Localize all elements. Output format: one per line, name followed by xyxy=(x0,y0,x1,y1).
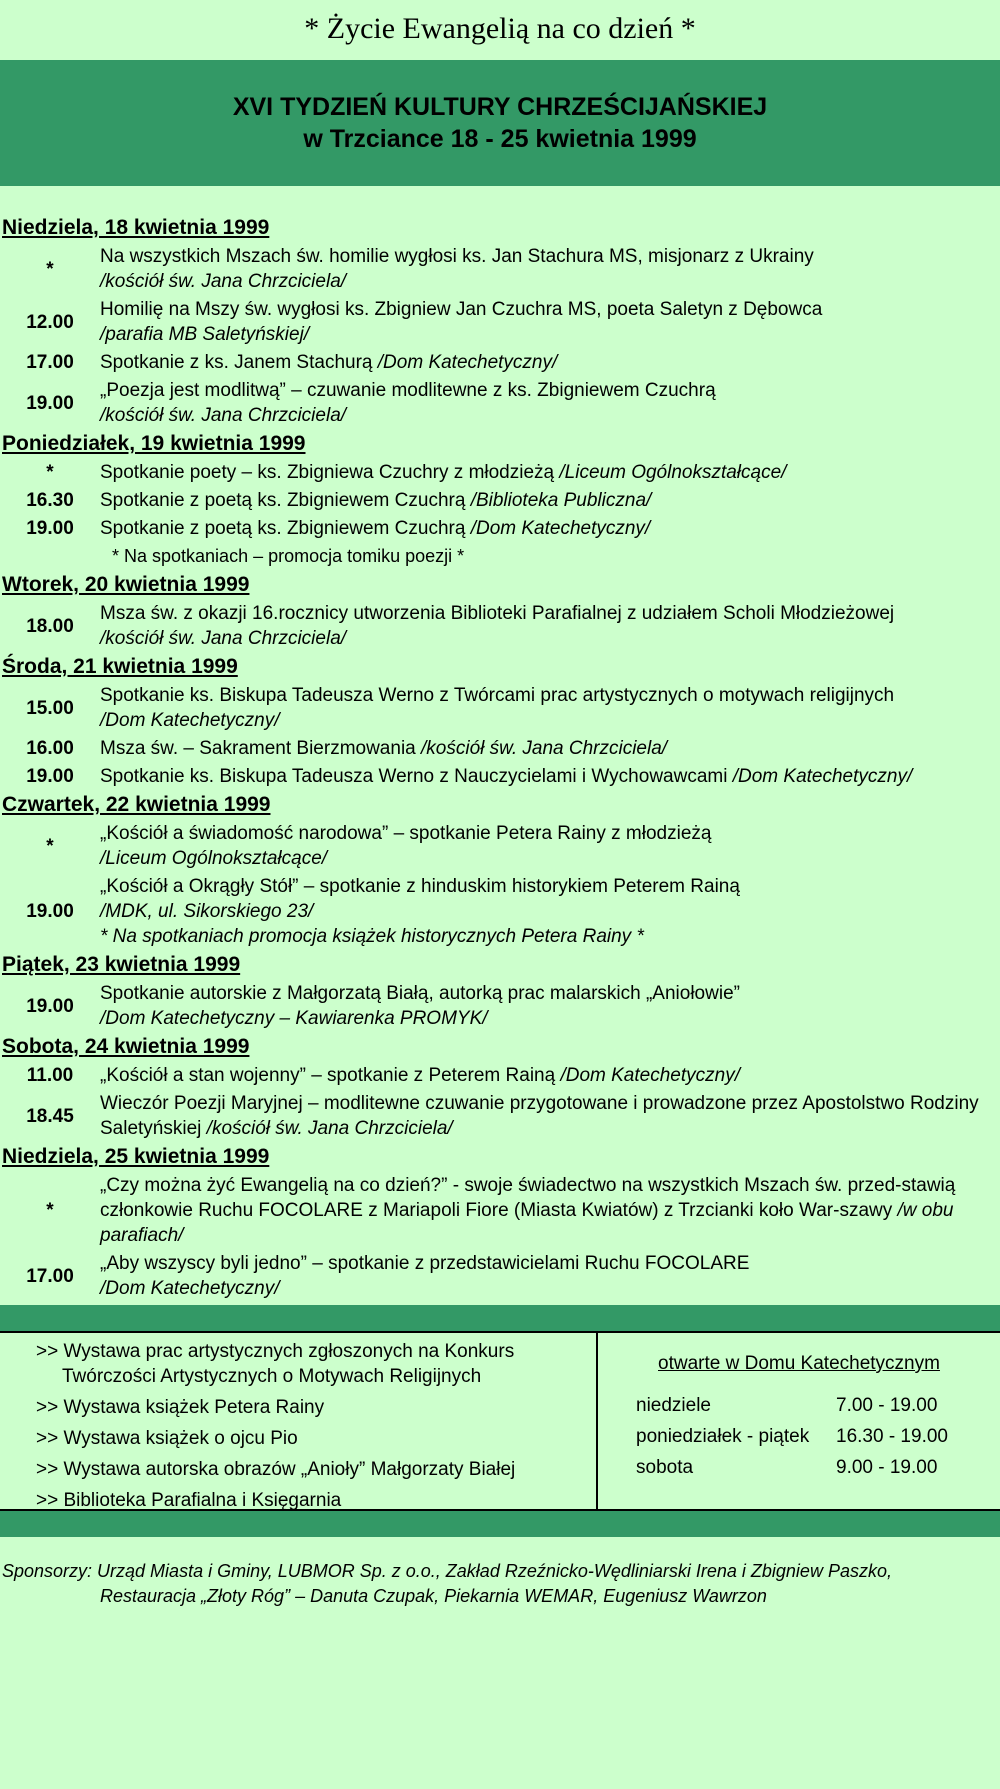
event-description xyxy=(100,1063,1000,1088)
sponsors-line: Restauracja „Złoty Róg” – Danuta Czupak, Piekarnia WEMAR, Eugeniusz Wawrzon xyxy=(100,1586,767,1606)
event-row xyxy=(0,378,1000,428)
event-text: Spotkanie ks. Biskupa Tadeusza Werno z Twórcami prac artystycznych o motywach religijnych xyxy=(100,685,895,706)
event-text: „Aby wszyscy byli jedno” – spotkanie z przedstawicielami Ruchu FOCOLARE xyxy=(100,1253,750,1274)
event-text: Spotkanie autorskie z Małgorzatą Białą, autorką prac malarskich „Aniołowie” xyxy=(100,983,740,1004)
event-location: /Dom Katechetyczny/ xyxy=(377,352,558,373)
program-schedule xyxy=(0,186,1000,1301)
day-heading: Poniedziałek, 19 kwietnia 1999 xyxy=(2,432,306,455)
event-location: /kościół św. Jana Chrzciciela/ xyxy=(206,1118,453,1139)
event-time: 15.00 xyxy=(26,697,74,719)
event-location: /Dom Katechetyczny/ xyxy=(100,1278,280,1299)
event-time: 11.00 xyxy=(26,1065,74,1086)
event-description xyxy=(100,297,1000,347)
event-time: * xyxy=(46,462,54,483)
day-heading: Niedziela, 18 kwietnia 1999 xyxy=(2,216,270,239)
exhibit-label: >> Wystawa książek o ojcu Pio xyxy=(36,1428,298,1449)
event-row xyxy=(0,683,1000,733)
exhibit-item xyxy=(36,1395,596,1420)
opening-hours-header: otwarte w Domu Katechetycznym xyxy=(658,1353,940,1374)
hours-row xyxy=(636,1393,1000,1418)
event-location: /Dom Katechetyczny/ xyxy=(732,766,913,787)
day-heading: Wtorek, 20 kwietnia 1999 xyxy=(2,573,250,596)
exhibit-label: >> Wystawa książek Petera Rainy xyxy=(36,1397,325,1418)
day-heading: Czwartek, 22 kwietnia 1999 xyxy=(2,793,271,816)
event-location: /Dom Katechetyczny/ xyxy=(560,1065,740,1086)
hours-time: 9.00 - 19.00 xyxy=(836,1457,938,1478)
event-description xyxy=(100,683,1000,733)
hours-day: niedziele xyxy=(636,1395,711,1416)
hours-day: sobota xyxy=(636,1457,694,1478)
event-row xyxy=(0,1173,1000,1248)
event-location: /w obu parafiach/ xyxy=(100,1200,954,1246)
event-location: /Liceum Ogólnokształcące/ xyxy=(559,462,787,483)
banner-title: XVI TYDZIEŃ KULTURY CHRZEŚCIJAŃSKIEJ xyxy=(232,93,768,121)
event-text: Na wszystkich Mszach św. homilie wygłosi ks. Jan Stachura MS, misjonarz z Ukrainy xyxy=(100,246,814,267)
event-row xyxy=(0,244,1000,294)
promo-note: * Na spotkaniach promocja książek historycznych Petera Rainy * xyxy=(100,926,644,947)
event-description xyxy=(100,244,1000,294)
event-text: Spotkanie z poetą ks. Zbigniewem Czuchrą xyxy=(100,518,471,539)
event-time: 19.00 xyxy=(26,901,74,922)
event-description xyxy=(100,350,1000,375)
event-description xyxy=(100,601,1000,651)
exhibit-label: >> Biblioteka Parafialna i Księgarnia xyxy=(36,1490,342,1511)
event-row xyxy=(0,350,1000,375)
event-time: 17.00 xyxy=(26,352,74,373)
event-text: Msza św. z okazji 16.rocznicy utworzenia Biblioteki Parafialnej z udziałem Scholi Młodzieżowej xyxy=(100,603,895,624)
event-row xyxy=(0,736,1000,761)
event-text: „Kościół a Okrągły Stół” – spotkanie z hinduskim historykiem Peterem Rainą xyxy=(100,876,740,897)
event-text: Homilię na Mszy św. wygłosi ks. Zbigniew Jan Czuchra MS, poeta Saletyn z Dębowca xyxy=(100,299,823,320)
event-location: /Dom Katechetyczny – Kawiarenka PROMYK/ xyxy=(100,1008,488,1029)
event-description xyxy=(100,764,1000,789)
event-location: /kościół św. Jana Chrzciciela/ xyxy=(100,271,347,292)
exhibits-section xyxy=(0,1331,1000,1511)
event-time: 16.00 xyxy=(26,738,74,759)
event-text: Spotkanie z poetą ks. Zbigniewem Czuchrą xyxy=(100,490,471,511)
event-row xyxy=(0,1063,1000,1088)
event-row xyxy=(0,516,1000,541)
event-description xyxy=(100,378,1000,428)
sponsors-line: Sponsorzy: Urząd Miasta i Gminy, LUBMOR Sp. z o.o., Zakład Rzeźnicko-Wędliniarski Irena i Zbigniew Paszko, xyxy=(2,1561,892,1581)
event-time: * xyxy=(46,258,54,280)
page-title: * Życie Ewangelią na co dzień * xyxy=(304,12,696,45)
event-description xyxy=(100,516,1000,541)
sponsors xyxy=(0,1537,1000,1609)
event-description xyxy=(100,460,1000,485)
event-time: * xyxy=(46,835,54,857)
event-row xyxy=(0,874,1000,949)
divider-bar xyxy=(0,1511,1000,1537)
day-heading: Piątek, 23 kwietnia 1999 xyxy=(2,953,241,976)
event-text: Wieczór Poezji Maryjnej – modlitewne czuwanie przygotowane i prowadzone przez Apostolstwo Rodziny Saletyńskiej xyxy=(100,1093,979,1139)
event-text: „Poezja jest modlitwą” – czuwanie modlitewne z ks. Zbigniewem Czuchrą xyxy=(100,380,716,401)
event-time: * xyxy=(46,1200,54,1221)
banner-subtitle: w Trzciance 18 - 25 kwietnia 1999 xyxy=(303,125,697,153)
hours-time: 7.00 - 19.00 xyxy=(836,1395,938,1416)
event-description xyxy=(100,1091,1000,1141)
event-text: Spotkanie ks. Biskupa Tadeusza Werno z Nauczycielami i Wychowawcami xyxy=(100,766,733,787)
event-description xyxy=(100,1173,1000,1248)
event-row xyxy=(0,1251,1000,1301)
opening-hours xyxy=(598,1333,1000,1509)
event-location: /Biblioteka Publiczna/ xyxy=(470,490,652,511)
event-description xyxy=(100,981,1000,1031)
event-time: 16.30 xyxy=(26,490,74,511)
event-description xyxy=(100,736,1000,761)
event-row xyxy=(0,821,1000,871)
event-row xyxy=(0,1091,1000,1141)
event-text: Msza św. – Sakrament Bierzmowania xyxy=(100,738,422,759)
event-location: /Dom Katechetyczny/ xyxy=(470,518,651,539)
exhibit-label-cont: Twórczości Artystycznych o Motywach Religijnych xyxy=(62,1366,482,1387)
event-description xyxy=(100,821,1000,871)
event-location: /Dom Katechetyczny/ xyxy=(100,710,280,731)
exhibit-item xyxy=(36,1488,596,1513)
event-text: Spotkanie z ks. Janem Stachurą xyxy=(100,352,378,373)
divider-bar xyxy=(0,1305,1000,1331)
event-row xyxy=(0,764,1000,789)
day-heading: Środa, 21 kwietnia 1999 xyxy=(2,655,238,678)
event-description xyxy=(100,1251,1000,1301)
event-text: Spotkanie poety – ks. Zbigniewa Czuchry z młodzieżą xyxy=(100,462,560,483)
hours-day: poniedziałek - piątek xyxy=(636,1426,810,1447)
event-text: „Kościół a świadomość narodowa” – spotkanie Petera Rainy z młodzieżą xyxy=(100,823,712,844)
event-time: 17.00 xyxy=(26,1265,74,1287)
event-location: /parafia MB Saletyńskiej/ xyxy=(100,324,310,345)
event-time: 18.45 xyxy=(26,1105,74,1127)
hours-row xyxy=(636,1424,1000,1449)
day-heading: Sobota, 24 kwietnia 1999 xyxy=(2,1035,250,1058)
event-time: 19.00 xyxy=(26,766,74,787)
hours-time: 16.30 - 19.00 xyxy=(836,1426,948,1447)
event-time: 12.00 xyxy=(26,311,74,333)
event-time: 18.00 xyxy=(26,615,74,637)
event-text: „Czy można żyć Ewangelią na co dzień?” - swoje świadectwo na wszystkich Mszach św. przed-stawią członkowie Ruchu FOCOLARE z Mariapoli Fiore (Miasta Kwiatów) z Trzcianki koło War-szawy xyxy=(100,1175,956,1221)
event-text: „Kościół a stan wojenny” – spotkanie z Peterem Rainą xyxy=(100,1065,561,1086)
promo-note: * Na spotkaniach – promocja tomiku poezji * xyxy=(112,546,465,566)
event-description xyxy=(100,874,1000,949)
event-row xyxy=(0,601,1000,651)
event-row xyxy=(0,460,1000,485)
event-time: 19.00 xyxy=(26,392,74,414)
exhibit-item xyxy=(36,1457,596,1482)
event-location: /kościół św. Jana Chrzciciela/ xyxy=(100,628,347,649)
exhibit-item xyxy=(36,1426,596,1451)
event-location: /MDK, ul. Sikorskiego 23/ xyxy=(100,901,314,922)
exhibit-label: >> Wystawa prac artystycznych zgłoszonych na Konkurs xyxy=(36,1341,515,1362)
event-location: /Liceum Ogólnokształcące/ xyxy=(100,848,328,869)
event-row xyxy=(0,297,1000,347)
event-location: /kościół św. Jana Chrzciciela/ xyxy=(421,738,668,759)
event-time: 19.00 xyxy=(26,995,74,1017)
exhibits-list xyxy=(0,1333,598,1509)
exhibit-label: >> Wystawa autorska obrazów „Anioły” Małgorzaty Białej xyxy=(36,1459,516,1480)
exhibit-item xyxy=(36,1339,596,1389)
hours-row xyxy=(636,1455,1000,1480)
event-row xyxy=(0,981,1000,1031)
event-description xyxy=(100,488,1000,513)
day-heading: Niedziela, 25 kwietnia 1999 xyxy=(2,1145,270,1168)
header-banner xyxy=(0,60,1000,186)
event-row xyxy=(0,488,1000,513)
event-location: /kościół św. Jana Chrzciciela/ xyxy=(100,405,347,426)
event-time: 19.00 xyxy=(26,518,74,539)
